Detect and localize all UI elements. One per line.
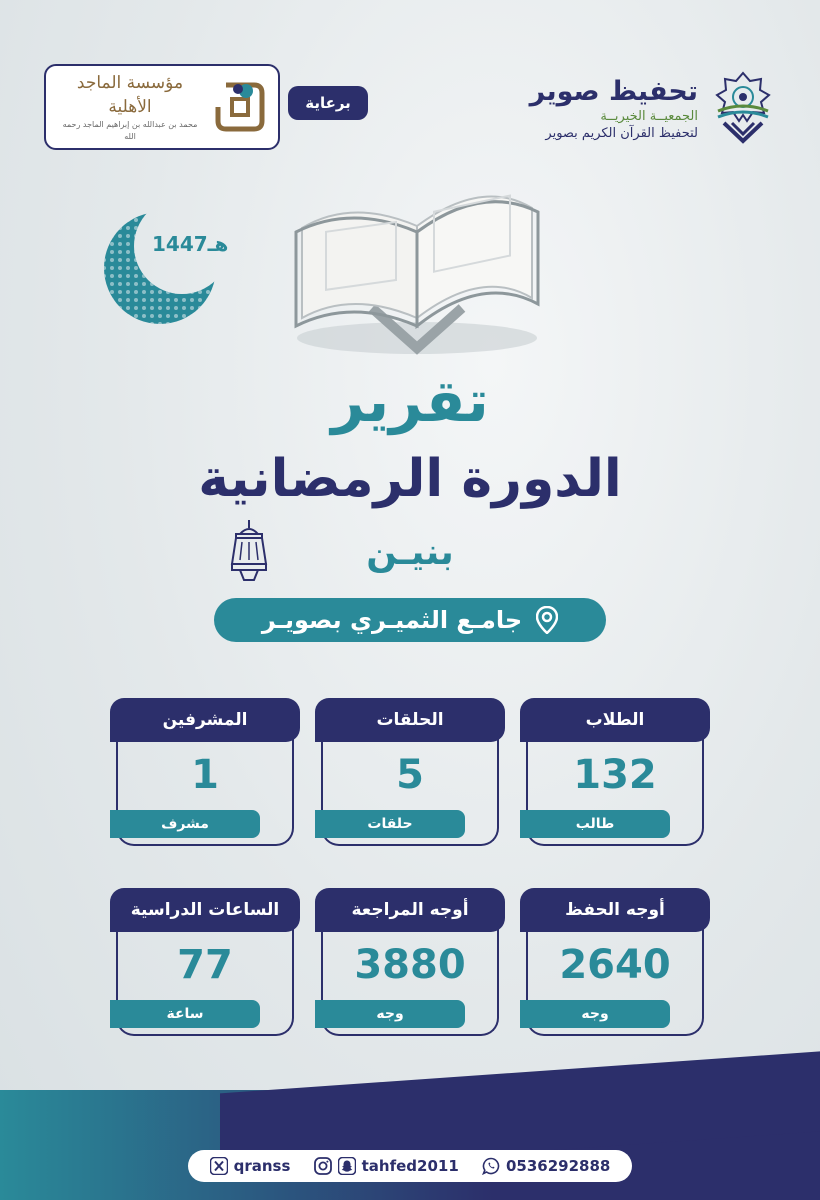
stat-card-review xyxy=(315,888,505,1042)
location-pill xyxy=(214,598,606,642)
stat-card-value: 5 xyxy=(396,752,424,798)
brand-subtitle-1: الجمعيــة الخيريــة xyxy=(600,109,698,124)
stat-card-unit: وجه xyxy=(520,1000,670,1028)
stat-card-value: 77 xyxy=(177,942,233,988)
sponsor-name: مؤسسة الماجد الأهلية xyxy=(76,73,184,117)
brand-subtitle-2: لتحفيظ القرآن الكريم بصوير xyxy=(545,126,698,141)
association-logo-icon xyxy=(710,71,776,147)
phone-number: 0536292888 xyxy=(506,1157,611,1175)
stat-card-unit: حلقات xyxy=(315,810,465,838)
contact-social[interactable] xyxy=(314,1157,459,1175)
footer-band xyxy=(0,1090,820,1200)
stat-card-value: 2640 xyxy=(559,942,671,988)
sponsor-text xyxy=(56,71,204,143)
stat-card-unit: طالب xyxy=(520,810,670,838)
contact-x[interactable] xyxy=(210,1157,291,1175)
report-title: تقرير xyxy=(331,367,489,435)
x-logo-icon xyxy=(210,1157,228,1175)
crescent-moon-icon xyxy=(100,200,230,330)
stat-card-memorization xyxy=(520,888,710,1042)
hijri-year: 1447هـ xyxy=(152,232,229,256)
x-handle: qranss xyxy=(233,1157,291,1175)
stat-card-circles xyxy=(315,698,505,852)
stat-card-supervisors xyxy=(110,698,300,852)
stat-card-value: 3880 xyxy=(354,942,466,988)
stat-card-title: الطلاب xyxy=(520,698,710,742)
snapchat-icon xyxy=(338,1157,356,1175)
stat-card-hours xyxy=(110,888,300,1042)
brand-title: تحفيظ صوير xyxy=(529,76,698,107)
stat-card-students xyxy=(520,698,710,852)
location-pin-icon xyxy=(536,606,558,634)
stat-card-value: 1 xyxy=(191,752,219,798)
stat-card-unit: مشرف xyxy=(110,810,260,838)
stat-card-title: أوجه الحفظ xyxy=(520,888,710,932)
stat-card-title: الحلقات xyxy=(315,698,505,742)
stat-card-unit: ساعة xyxy=(110,1000,260,1028)
sponsor-logo-icon xyxy=(212,77,268,137)
sponsor-box xyxy=(44,64,280,150)
sponsor-subtitle: محمد بن عبدالله بن إبراهيم الماجد رحمه الله xyxy=(62,120,198,141)
course-title: الدورة الرمضانية xyxy=(198,449,622,509)
brand-text xyxy=(530,76,698,142)
contact-whatsapp[interactable] xyxy=(482,1157,610,1175)
location-name: جامـع الثميـري بصويـر xyxy=(261,606,523,634)
sponsor-label: برعاية xyxy=(288,86,368,120)
stat-card-value: 132 xyxy=(573,752,657,798)
whatsapp-icon xyxy=(482,1157,500,1175)
contact-bar xyxy=(188,1150,632,1182)
brand-block xyxy=(476,66,776,152)
instagram-icon xyxy=(314,1157,332,1175)
open-quran-icon xyxy=(282,168,552,358)
social-handle: tahfed2011 xyxy=(361,1157,459,1175)
stat-card-title: أوجه المراجعة xyxy=(315,888,505,932)
stat-card-unit: وجه xyxy=(315,1000,465,1028)
course-subtitle: بنيـن xyxy=(366,532,454,573)
stat-card-title: الساعات الدراسية xyxy=(110,888,300,932)
stat-card-title: المشرفين xyxy=(110,698,300,742)
